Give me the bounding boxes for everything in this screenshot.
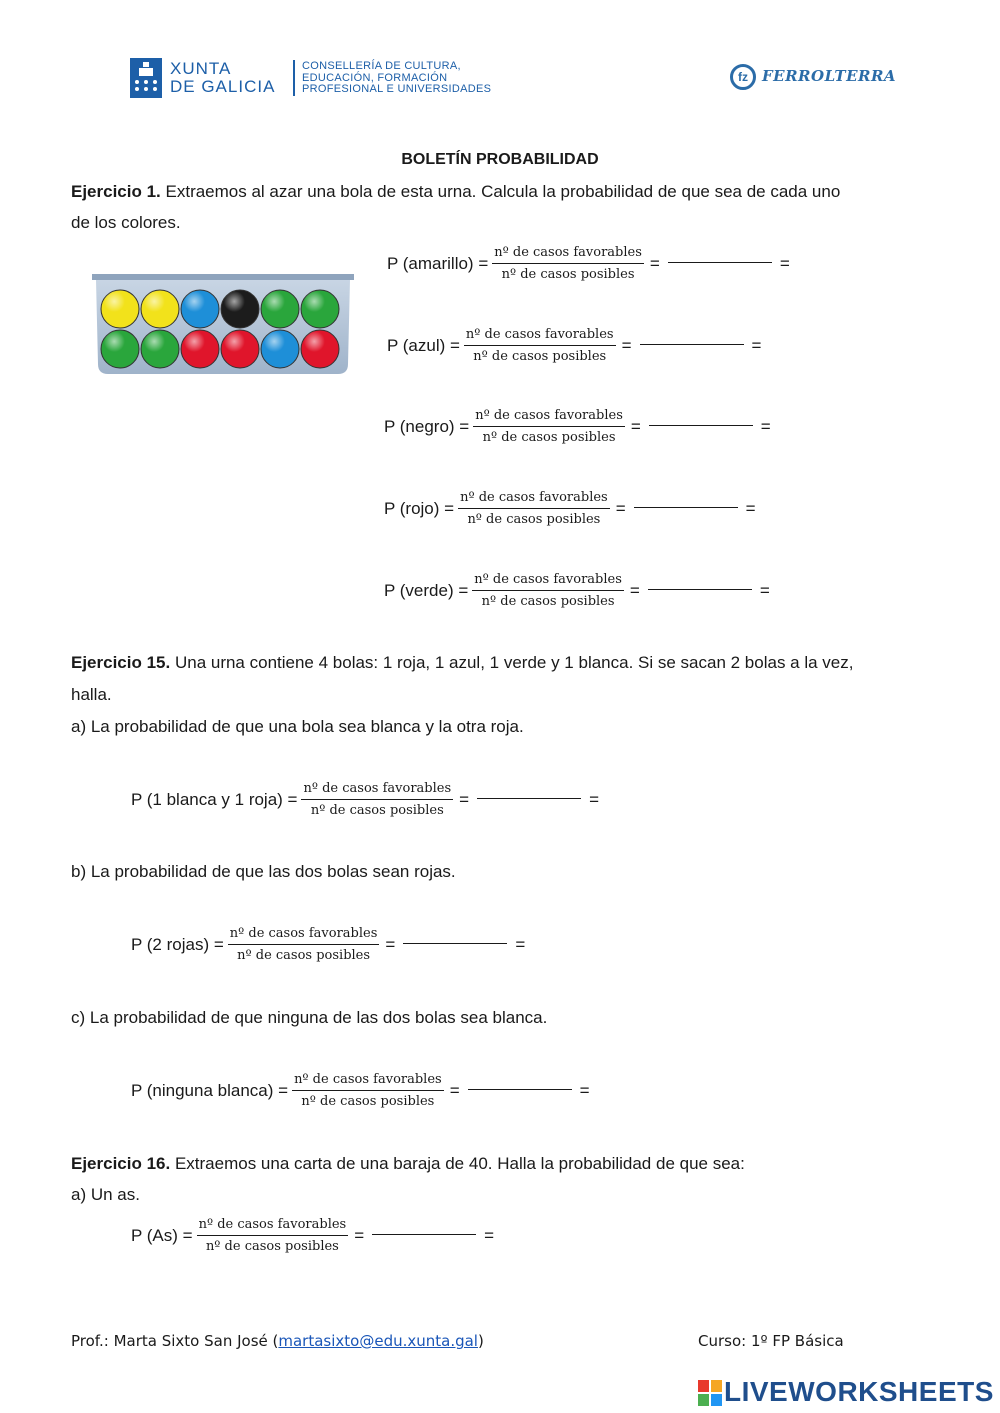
fraction-denominator: nº de casos posibles [482, 430, 616, 445]
answer-blank[interactable] [403, 943, 507, 944]
fraction-numerator: nº de casos favorables [464, 326, 616, 346]
author-email-link[interactable]: martasixto@edu.xunta.gal [278, 1332, 478, 1350]
ball-red-icon [181, 330, 219, 368]
fraction-denominator: nº de casos posibles [237, 948, 371, 963]
answer-blank[interactable] [634, 507, 738, 508]
formula-azul [387, 326, 763, 365]
fraction-denominator: nº de casos posibles [467, 512, 601, 527]
fraction-denominator: nº de casos posibles [473, 349, 607, 364]
dept-line1: CONSELLERÍA DE CULTURA, [302, 60, 461, 72]
answer-blank[interactable] [477, 798, 581, 799]
xunta-line1: XUNTA [170, 59, 232, 78]
ex1-statement-line2: de los colores. [71, 213, 181, 232]
fraction-numerator: nº de casos favorables [228, 925, 380, 945]
formula-1-blanca-1-roja [131, 780, 601, 819]
footer-course: Curso: 1º FP Básica [698, 1332, 844, 1350]
footer-close: ) [477, 1332, 484, 1350]
fraction-numerator: nº de casos favorables [301, 780, 453, 800]
equals-sign: = [630, 416, 641, 436]
equals-sign: = [385, 934, 396, 954]
fraction [301, 780, 453, 819]
formula-label: P (rojo) = [384, 498, 455, 518]
equals-sign: = [621, 335, 632, 355]
ex15-part-c: c) La probabilidad de que ninguna de las dos bolas sea blanca. [71, 1008, 548, 1027]
formula-negro [384, 407, 773, 446]
formula-label: P (1 blanca y 1 roja) = [131, 789, 298, 809]
equals-sign: = [759, 580, 770, 600]
fraction [197, 1216, 349, 1255]
ex15-statement-line2: halla. [71, 685, 112, 704]
xunta-logo-icon [130, 58, 162, 98]
ferrolterra-name: FERROLTERRA [762, 67, 897, 85]
ex1-text1: Extraemos al azar una bola de esta urna. Calcula la probabilidad de que sea de cada uno [160, 182, 841, 201]
equals-sign: = [649, 253, 660, 273]
fraction [458, 489, 610, 528]
fraction-numerator: nº de casos favorables [197, 1216, 349, 1236]
equals-sign: = [515, 934, 526, 954]
equals-sign: = [484, 1225, 495, 1245]
answer-blank[interactable] [468, 1089, 572, 1090]
fraction-numerator: nº de casos favorables [292, 1071, 444, 1091]
ex16-text1: Extraemos una carta de una baraja de 40. Halla la probabilidad de que sea: [170, 1154, 745, 1173]
answer-blank[interactable] [668, 262, 772, 263]
equals-sign: = [760, 416, 771, 436]
ball-yellow-icon [141, 290, 179, 328]
liveworksheets-icon [698, 1380, 722, 1406]
header-divider [293, 60, 295, 96]
answer-blank[interactable] [372, 1234, 476, 1235]
ferrolterra-logo-icon: fz [730, 64, 756, 90]
formula-as [131, 1216, 496, 1255]
ball-blue-icon [181, 290, 219, 328]
ball-yellow-icon [101, 290, 139, 328]
answer-blank[interactable] [649, 425, 753, 426]
ball-blue-icon [261, 330, 299, 368]
equals-sign: = [449, 1080, 460, 1100]
formula-label: P (As) = [131, 1225, 193, 1245]
fraction-numerator: nº de casos favorables [458, 489, 610, 509]
ball-green-icon [141, 330, 179, 368]
ex1-statement-line1 [71, 181, 840, 203]
fraction [472, 571, 624, 610]
fraction-denominator: nº de casos posibles [301, 1094, 435, 1109]
formula-label: P (negro) = [384, 416, 470, 436]
fraction [292, 1071, 444, 1110]
formula-2-rojas [131, 925, 527, 964]
formula-label: P (2 rojas) = [131, 934, 224, 954]
equals-sign: = [745, 498, 756, 518]
department-name [302, 61, 491, 96]
liveworksheets-watermark: LIVEWORKSHEETS [724, 1376, 994, 1407]
formula-label: P (verde) = [384, 580, 469, 600]
fraction [228, 925, 380, 964]
equals-sign: = [354, 1225, 365, 1245]
equals-sign: = [779, 253, 790, 273]
formula-rojo [384, 489, 758, 528]
ex16-statement-line1 [71, 1153, 745, 1175]
urn-rim [92, 274, 354, 280]
ex15-text1: Una urna contiene 4 bolas: 1 roja, 1 azul, 1 verde y 1 blanca. Si se sacan 2 bolas a la vez, [170, 653, 854, 672]
xunta-name [170, 60, 275, 96]
equals-sign: = [589, 789, 599, 809]
formula-ninguna-blanca [131, 1071, 592, 1110]
ex15-heading: Ejercicio 15. [71, 653, 171, 672]
formula-amarillo [387, 244, 792, 283]
equals-sign: = [579, 1080, 590, 1100]
ball-red-icon [221, 330, 259, 368]
ex16-heading: Ejercicio 16. [71, 1154, 171, 1173]
footer-prof: Prof.: Marta Sixto San José ( [71, 1332, 279, 1350]
ex15-statement-line1 [71, 652, 853, 674]
ex16-part-a: a) Un as. [71, 1185, 140, 1204]
fraction-denominator: nº de casos posibles [481, 594, 615, 609]
ball-green-icon [101, 330, 139, 368]
formula-label: P (amarillo) = [387, 253, 489, 273]
fraction-denominator: nº de casos posibles [501, 267, 635, 282]
answer-blank[interactable] [648, 589, 752, 590]
equals-sign: = [615, 498, 626, 518]
formula-label: P (ninguna blanca) = [131, 1080, 289, 1100]
footer-author [71, 1332, 484, 1350]
ball-green-icon [261, 290, 299, 328]
equals-sign: = [459, 789, 470, 809]
fraction-numerator: nº de casos favorables [473, 407, 625, 427]
fraction-denominator: nº de casos posibles [310, 803, 444, 818]
formula-verde [384, 571, 772, 610]
urn-image [92, 272, 354, 376]
dept-line3: PROFESIONAL E UNIVERSIDADES [302, 83, 492, 95]
ball-red-icon [301, 330, 339, 368]
dept-line2: EDUCACIÓN, FORMACIÓN [302, 71, 448, 84]
equals-sign: = [751, 335, 762, 355]
fraction-numerator: nº de casos favorables [472, 571, 624, 591]
ball-black-icon [221, 290, 259, 328]
fraction [492, 244, 644, 283]
ex15-part-a: a) La probabilidad de que una bola sea blanca y la otra roja. [71, 717, 524, 736]
formula-label: P (azul) = [387, 335, 460, 355]
ex1-heading: Ejercicio 1. [71, 182, 161, 201]
ball-green-icon [301, 290, 339, 328]
xunta-line2: DE GALICIA [170, 77, 276, 96]
fraction-denominator: nº de casos posibles [205, 1239, 339, 1254]
fraction [464, 326, 616, 365]
fraction [473, 407, 625, 446]
answer-blank[interactable] [640, 344, 744, 345]
equals-sign: = [629, 580, 640, 600]
page-title: BOLETÍN PROBABILIDAD [401, 151, 599, 168]
ex15-part-b: b) La probabilidad de que las dos bolas sean rojas. [71, 862, 456, 881]
fraction-numerator: nº de casos favorables [492, 244, 644, 264]
